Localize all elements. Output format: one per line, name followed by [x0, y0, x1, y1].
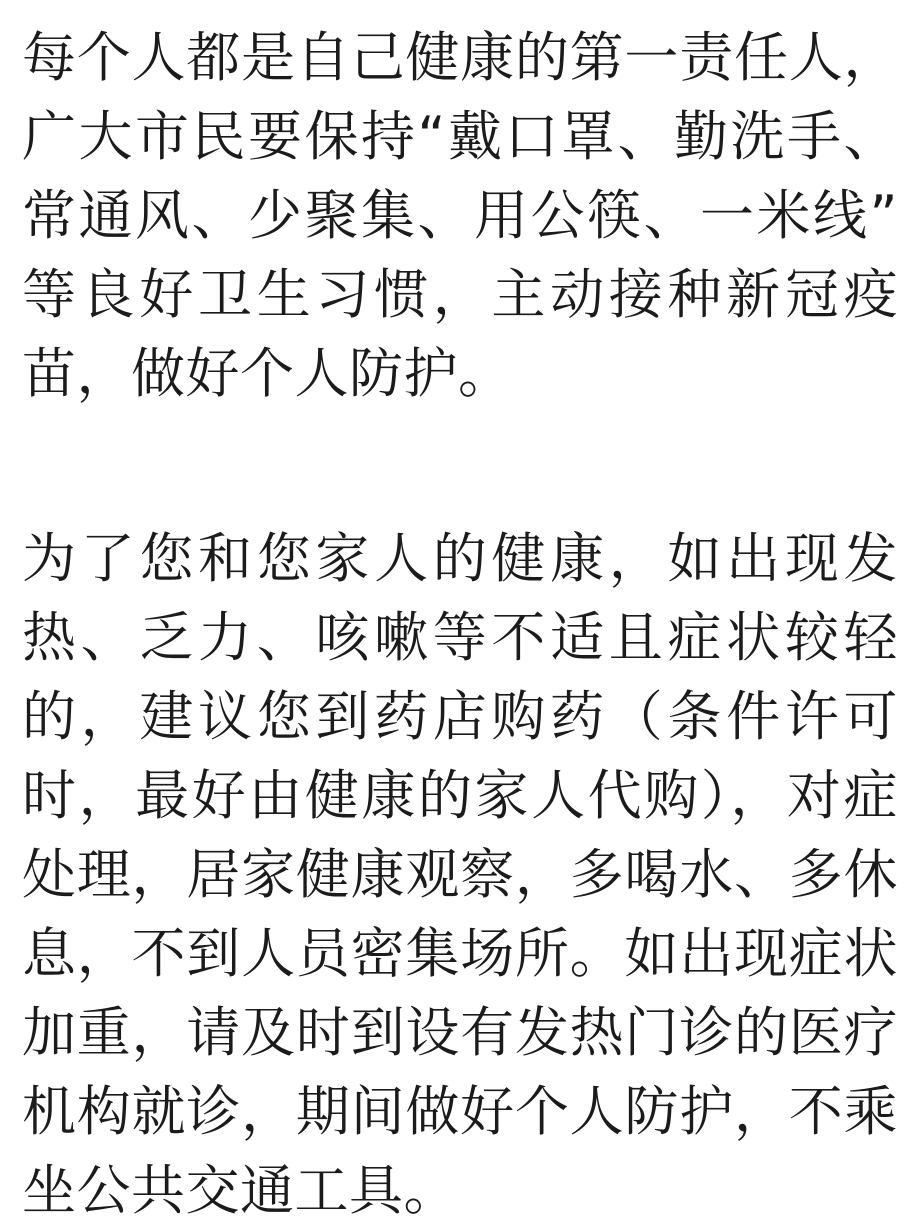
paragraph-personal-protection: 每个人都是自己健康的第一责任人，广大市民要保持“戴口罩、勤洗手、常通风、少聚集、用公筷、一米线”等良好卫生习惯，主动接种新冠疫苗，做好个人防护。 — [22, 26, 898, 405]
paragraph-symptom-guidance: 为了您和您家人的健康，如出现发热、乏力、咳嗽等不适且症状较轻的，建议您到药店购药（条件许可时，最好由健康的家人代购），对症处理，居家健康观察，多喝水、多休息，不到人员密集场所。如出现症状加重，请及时到设有发热门诊的医疗机构就诊，期间做好个人防护，不乘坐公共交通工具。 — [22, 527, 898, 1222]
